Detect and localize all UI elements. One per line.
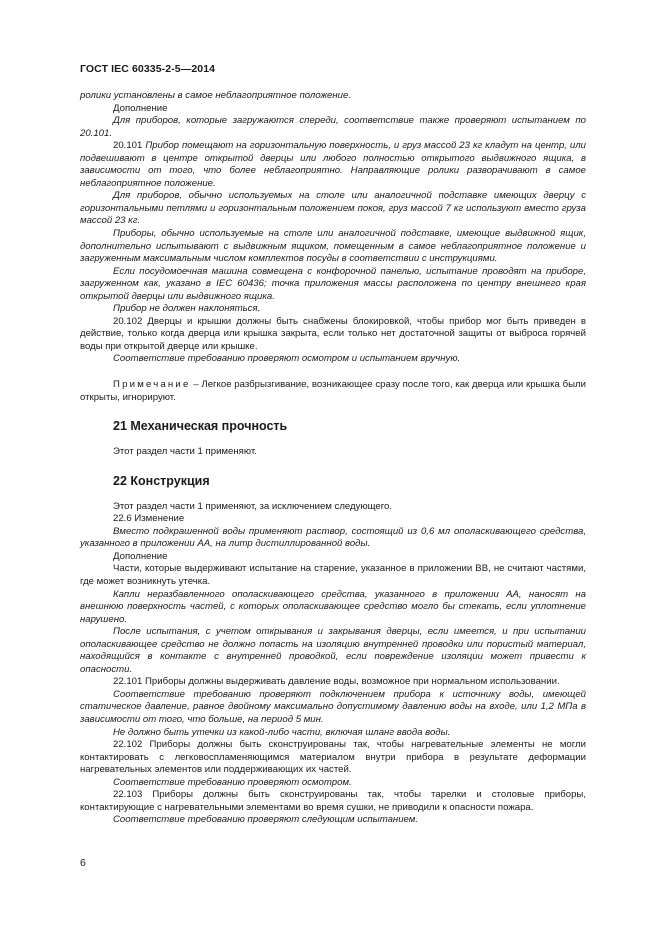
note xyxy=(80,379,586,404)
paragraph: 22.6 Изменение xyxy=(113,513,185,525)
section-heading-21: 21 Механическая прочность xyxy=(113,419,288,434)
paragraph: Если посудомоечная машина совмещена с конфорочной панелью, испытание проводят на приборе, загруженном как, указано в IEC 60436; точка приложения массы расположена по центру внешнего края открытой дверцы или выдвижного ящика. xyxy=(80,265,586,302)
paragraph: Соответствие требованию проверяют подключением прибора к источнику воды, имеющей статическое давление, равное двойному максимально допустимому давлению воды на входе, или 1,2 МПа в зависимости от того, что больше, на период 5 мин. xyxy=(80,688,586,725)
paragraph: 22.103 Приборы должны быть сконструированы так, чтобы тарелки и столовые приборы, контактирующие с нагревательными элементами во время сушки, не приводили к опасности пожара. xyxy=(80,789,586,813)
paragraph: Вместо подкрашенной воды применяют раствор, состоящий из 0,6 мл ополаскивающего средства, указанного в приложении АА, на литр дистиллированной воды. xyxy=(80,525,586,550)
paragraph: Приборы, обычно используемые на столе или аналогичной подставке, имеющие выдвижной ящик, дополнительно испытывают с выдвижным ящиком, помещенным в самое неблагоприятное положение и загруженным максимальным числом комплектов посуды в соответствии с инструкциями. xyxy=(80,228,586,265)
paragraph xyxy=(80,140,586,190)
paragraph: 20.102 Дверцы и крышки должны быть снабжены блокировкой, чтобы прибор мог быть приведен в действие, только когда дверца или крышка закрыта, если только нет достаточной защиты от выброса горячей воды при открытой дверце или крышке. xyxy=(80,315,586,352)
paragraph: Не должно быть утечки из какой-либо части, включая шланг ввода воды. xyxy=(113,726,451,738)
paragraph: После испытания, с учетом открывания и закрывания дверцы, если имеется, и при испытании ополаскивающее средство не должно попасть на изоляцию внутренней проводки или пористый материал, находящийся в контакте с внутренней проводкой, если повреждение изоляции может привести к опасности. xyxy=(80,626,586,675)
paragraph: Этот раздел части 1 применяют. xyxy=(113,446,257,458)
clause-text: Прибор помещают на горизонтальную поверхность, и груз массой 23 кг кладут на центр, или подвешивают в центре открытой дверцы или любого полностью открытого выдвижного ящика, в зависимости от того, что более неблагоприятно. Направляющие ролики разворачивают в самое неблагоприятное положение. xyxy=(80,140,586,189)
note-text: – Легкое разбрызгивание, возникающее сразу после того, как дверца или крышка были открыты, игнорируют. xyxy=(80,379,586,403)
paragraph: ролики установлены в самое неблагоприятное положение. xyxy=(80,90,352,101)
paragraph: Соответствие требованию проверяют следующим испытанием. xyxy=(113,814,419,826)
paragraph: Этот раздел части 1 применяют, за исключением следующего. xyxy=(113,500,393,512)
section-heading-22: 22 Конструкция xyxy=(113,473,210,488)
document-body xyxy=(80,90,586,827)
paragraph: Для приборов, обычно используемых на столе или аналогичной подставке имеющих дверцу с горизонтальными петлями и горизонтальным положением покоя, груз массой 7 кг используют вместо груза массой 23 кг. xyxy=(80,190,586,227)
page-number: 6 xyxy=(80,857,86,869)
paragraph: Соответствие требованию проверяют осмотром. xyxy=(113,776,352,788)
paragraph: 22.101 Приборы должны выдерживать давление воды, возможное при нормальном использовании. xyxy=(113,676,560,688)
paragraph: Дополнение xyxy=(113,102,168,114)
paragraph: Прибор не должен наклоняться. xyxy=(113,303,261,315)
paragraph: Для приборов, которые загружаются спереди, соответствие также проверяют испытанием по 20.101. xyxy=(80,115,586,139)
paragraph: Соответствие требованию проверяют осмотром и испытанием вручную. xyxy=(113,353,461,365)
paragraph: Дополнение xyxy=(113,550,168,562)
document-header: ГОСТ IEC 60335-2-5—2014 xyxy=(80,63,216,75)
note-label: Примечание xyxy=(113,379,191,391)
paragraph: Части, которые выдерживают испытание на старение, указанное в приложении ВВ, не считают частями, где может возникнуть утечка. xyxy=(80,563,586,587)
clause-number: 20.101 xyxy=(113,140,143,152)
paragraph: Капли неразбавленного ополаскивающего средства, указанного в приложении АА, наносят на внешнюю поверхность частей, с которых ополаскивающее средство могло бы стекать, если уплотнение нарушено. xyxy=(80,588,586,625)
paragraph: 22.102 Приборы должны быть сконструированы так, чтобы нагревательные элементы не могли контактировать с легковоспламеняющимся материалом внутри прибора в результате деформации нагревательных элементов или поддерживающих их частей. xyxy=(80,739,586,776)
